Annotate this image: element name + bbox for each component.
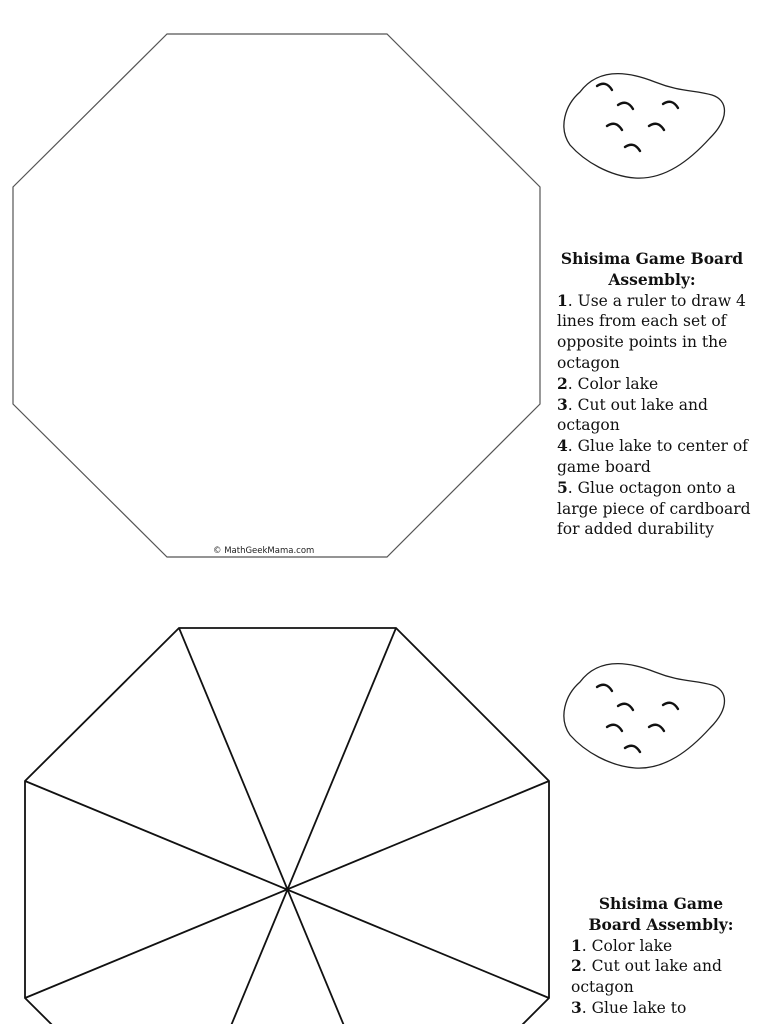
instruction-step: 1. Color lake xyxy=(571,935,673,955)
instruction-step: 4. Glue lake to center of game board xyxy=(557,436,748,476)
instructions-title: Shisima Game Board Assembly: xyxy=(588,894,734,934)
copyright-credit: © MathGeekMama.com xyxy=(213,546,315,556)
instruction-step: 2. Cut out lake and octagon xyxy=(571,956,722,997)
assembly-instructions xyxy=(571,894,761,1019)
instructions-title: Shisima Game Board Assembly: xyxy=(560,249,744,289)
instruction-step: 3. Cut out lake and octagon xyxy=(557,394,708,435)
instruction-step: 1. Use a ruler to draw 4 lines from each set of opposite points in the octagon xyxy=(557,290,746,372)
instruction-step: 5. Glue octagon onto a large piece of cardboard for added durability xyxy=(557,477,751,539)
instruction-step: 3. Glue lake to xyxy=(571,997,687,1017)
instruction-step: 2. Color lake xyxy=(557,373,659,393)
lake-icon xyxy=(560,660,730,775)
